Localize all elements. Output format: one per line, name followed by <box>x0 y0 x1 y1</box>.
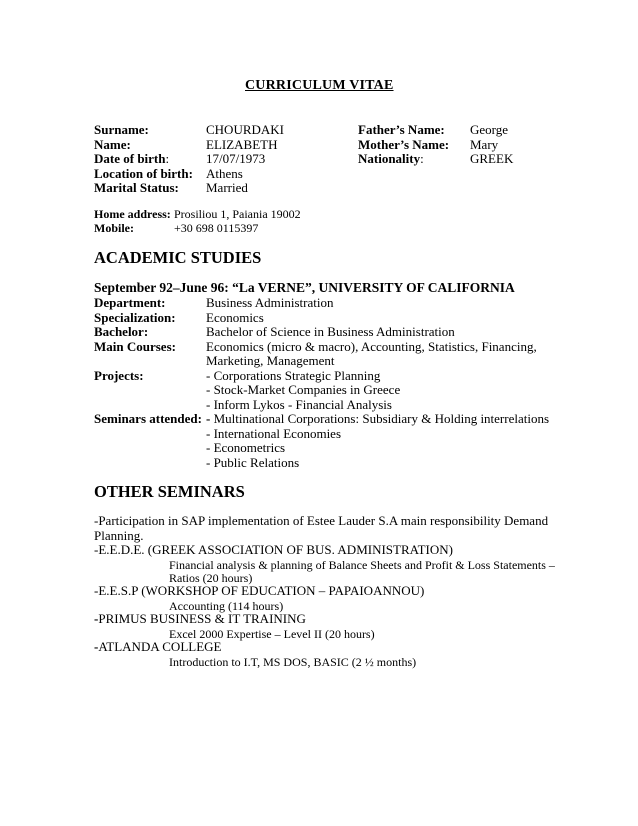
projects-label: Projects: <box>94 367 144 383</box>
specialization-label: Specialization: <box>94 309 176 325</box>
seminar-entry-detail: Financial analysis & planning of Balance Sheets and Profit & Loss Statements – <box>169 557 555 572</box>
seminar-entry-detail: Accounting (114 hours) <box>169 598 284 613</box>
university-subheading: September 92–June 96: “La VERNE”, UNIVERSITY OF CALIFORNIA <box>94 280 515 295</box>
marital-value: Married <box>206 180 248 195</box>
seminar-entry-title <box>94 543 453 558</box>
seminar-entry-title-text: PRIMUS BUSINESS & IT TRAINING <box>98 611 306 626</box>
seminar-entry-dash: - <box>94 583 99 598</box>
father-value: George <box>470 122 509 137</box>
dob-sep: : <box>165 151 170 166</box>
name-label: Name: <box>94 136 131 152</box>
mother-value: Mary <box>470 136 499 152</box>
dob-value: 17/07/1973 <box>206 151 266 166</box>
seminar-entry-detail: Excel 2000 Expertise – Level II (20 hours) <box>169 626 375 641</box>
project-item: - Corporations Strategic Planning <box>206 367 381 383</box>
specialization-value: Economics <box>206 309 264 325</box>
bachelor-label: Bachelor: <box>94 324 149 339</box>
seminar-entry-detail: Introduction to I.T, MS DOS, BASIC (2 ½ months) <box>169 654 417 669</box>
home-address-label: Home address: <box>94 207 171 221</box>
dob-label-group <box>94 152 169 167</box>
project-item: - Stock-Market Companies in Greece <box>206 382 401 397</box>
location-value: Athens <box>206 165 243 181</box>
mother-label: Mother’s Name: <box>358 136 450 152</box>
home-address-value: Prosiliou 1, Paiania 19002 <box>174 207 301 221</box>
other-seminars-heading: OTHER SEMINARS <box>94 482 245 501</box>
seminar-item: - Econometrics <box>206 440 286 455</box>
seminar-entry-dash: - <box>94 611 99 626</box>
location-label: Location of birth: <box>94 165 193 181</box>
seminar-item: - Public Relations <box>206 454 300 470</box>
seminar-entry-title-text: ATLANDA COLLEGE <box>98 639 222 654</box>
nationality-sep: : <box>420 151 424 166</box>
bachelor-value: Bachelor of Science in Business Administration <box>206 324 455 339</box>
main-courses-line: Marketing, Management <box>206 353 335 368</box>
seminar-dash: - <box>206 411 211 426</box>
mobile-value: +30 698 0115397 <box>174 221 259 235</box>
seminar-entry-title-text: E.E.D.E. (GREEK ASSOCIATION OF BUS. ADMINISTRATION) <box>98 542 453 557</box>
nationality-label-group <box>358 152 424 167</box>
seminar-item: - International Economies <box>206 425 342 441</box>
name-value: ELIZABETH <box>206 136 278 152</box>
surname-label: Surname: <box>94 122 149 137</box>
main-courses-label: Main Courses: <box>94 338 176 354</box>
seminar-item-text: Multinational Corporations: Subsidiary & Holding interrelations <box>210 411 550 426</box>
seminar-entry-title <box>94 640 221 655</box>
seminar-entry-title <box>94 584 424 599</box>
seminar-entry-detail: Ratios (20 hours) <box>169 571 253 585</box>
dob-label: Date of birth <box>94 151 166 166</box>
main-courses-line: Economics (micro & macro), Accounting, Statistics, Financing, <box>206 338 537 354</box>
seminar-entry-title-text: E.E.S.P (WORKSHOP OF EDUCATION – PAPAIOANNOU) <box>98 583 425 598</box>
project-item: - Inform Lykos - Financial Analysis <box>206 396 392 412</box>
sap-line: -Participation in SAP implementation of Estee Lauder S.A main responsibility Demand <box>94 513 549 528</box>
seminars-attended-label: Seminars attended: <box>94 411 202 426</box>
department-value: Business Administration <box>206 295 334 310</box>
seminar-entry-title <box>94 612 306 627</box>
academic-heading: ACADEMIC STUDIES <box>94 248 262 267</box>
seminar-entry-dash: - <box>94 542 99 557</box>
father-label: Father’s Name: <box>358 122 445 137</box>
surname-value: CHOURDAKI <box>206 122 284 137</box>
seminar-entry-dash: - <box>94 639 99 654</box>
seminar-item <box>206 412 549 427</box>
sap-line: Planning. <box>94 527 144 543</box>
department-label: Department: <box>94 295 166 310</box>
nationality-value: GREEK <box>470 151 514 166</box>
marital-label: Marital Status: <box>94 180 179 195</box>
nationality-label: Nationality <box>358 151 421 166</box>
mobile-label: Mobile: <box>94 221 134 235</box>
page-title: CURRICULUM VITAE <box>245 78 394 93</box>
